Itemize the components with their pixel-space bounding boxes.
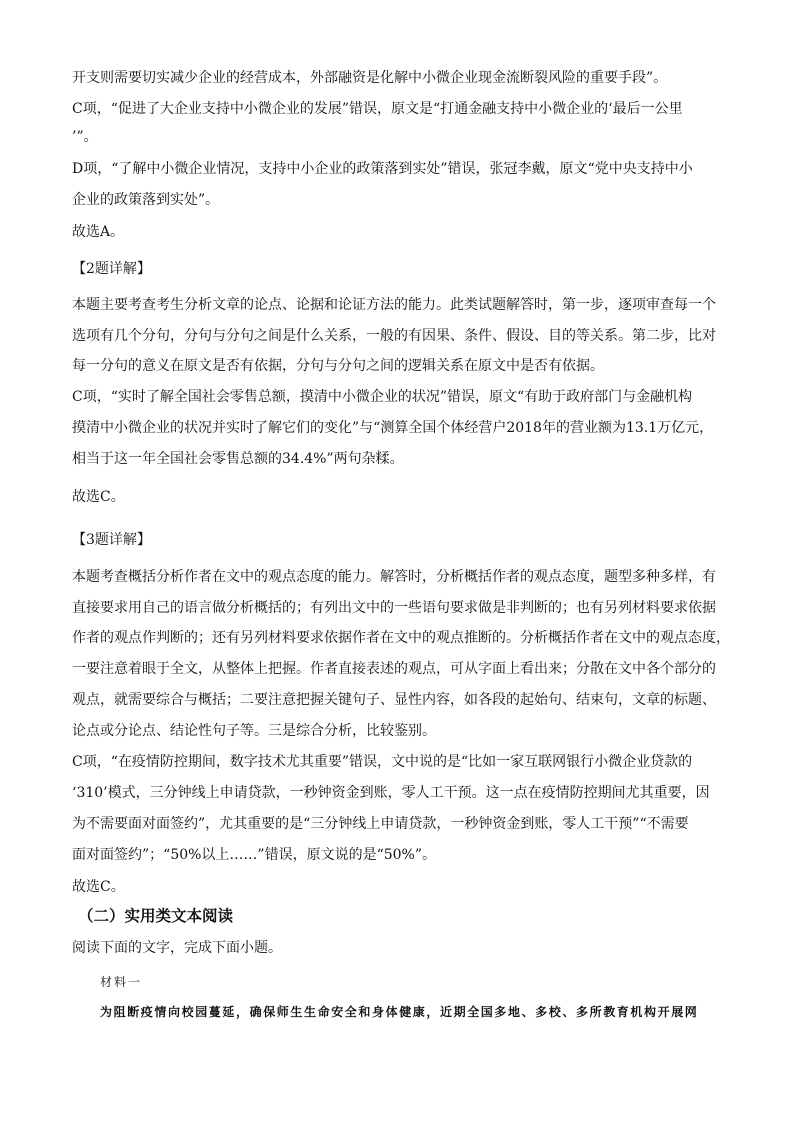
instruction-line: 阅读下面的文字，完成下面小题。 [72,940,282,956]
paragraph-line: 论点或分论点、结论性句子等。三是综合分析，比较鉴别。 [72,723,436,739]
paragraph-line: 故选C。 [72,489,125,505]
paragraph-line: 为不需要面对面签约”，尤其重要的是“三分钟线上申请贷款，一秒钟资金到账，零人工干预”“不需要 [72,816,689,832]
paragraph-line: 面对面签约”；“50%以上……”错误，原文说的是“50%”。 [72,847,437,863]
paragraph-line: C项，“实时了解全国社会零售总额，摸清中小微企业的状况”错误，原文“有助于政府部门与金融机构 [72,389,693,405]
paragraph-line: C项，“在疫情防控期间，数字技术尤其重要”错误，文中说的是“比如一家互联网银行小微企业贷款的 [72,754,693,770]
paragraph-line: 本题主要考查考生分析文章的论点、论据和论证方法的能力。此类试题解答时，第一步，逐项审查每一个 [72,297,716,313]
paragraph-line: 开支则需要切实减少企业的经营成本，外部融资是化解中小微企业现金流断裂风险的重要手段”。 [72,70,668,86]
paragraph-line: 作者的观点作判断的；还有另列材料要求依据作者在文中的观点推断的。分析概括作者在文中的观点态度， [72,630,730,646]
paragraph-line: 观点，就需要综合与概括；二要注意把握关键句子、显性内容，如各段的起始句、结束句，文章的标题、 [72,692,716,708]
paragraph-line: 本题考查概括分析作者在文中的观点态度的能力。解答时，分析概括作者的观点态度，题型多种多样，有 [72,569,716,585]
paragraph-line: 故选A。 [72,224,125,240]
paragraph-line: 企业的政策落到实处”。 [72,192,220,208]
paragraph-line: ’”。 [72,129,98,145]
paragraph-line: 故选C。 [72,879,125,895]
material-label: 材料一 [100,975,143,989]
paragraph-line: 直接要求用自己的语言做分析概括的；有列出文中的一些语句要求做是非判断的；也有另列材料要求依据 [72,600,716,616]
question-heading: 【2题详解】 [72,261,151,277]
paragraph-line: 选项有几个分句，分句与分句之间是什么关系，一般的有因果、条件、假设、目的等关系。第二步，比对 [72,328,716,344]
paragraph-line: C项，“促进了大企业支持中小微企业的发展”错误，原文是“打通金融支持中小微企业的‘最后一公里 [72,101,683,117]
paragraph-line: 相当于这一年全国社会零售总额的34.4%”两句杂糅。 [72,451,404,467]
paragraph-line: 摸清中小微企业的状况并实时了解它们的变化”与“测算全国个体经营户2018年的营业额为13.1万亿元， [72,420,714,436]
material-text: 为阻断疫情向校园蔓延，确保师生生命安全和身体健康，近期全国多地、多校、多所教育机构开展网 [100,1005,699,1019]
paragraph-line: ‘310’模式，三分钟线上申请贷款，一秒钟资金到账，零人工干预。这一点在疫情防控期间尤其重要，因 [72,785,710,801]
paragraph-line: D项，“了解中小微企业情况，支持中小企业的政策落到实处”错误，张冠李戴，原文“党中央支持中小 [72,161,693,177]
section-heading: （二）实用类文本阅读 [78,907,234,925]
paragraph-line: 一要注意着眼于全文，从整体上把握。作者直接表述的观点，可从字面上看出来；分散在文中各个部分的 [72,661,716,677]
paragraph-line: 每一分句的意义在原文是否有依据，分句与分句之间的逻辑关系在原文中是否有依据。 [72,358,604,374]
question-heading: 【3题详解】 [72,532,151,548]
